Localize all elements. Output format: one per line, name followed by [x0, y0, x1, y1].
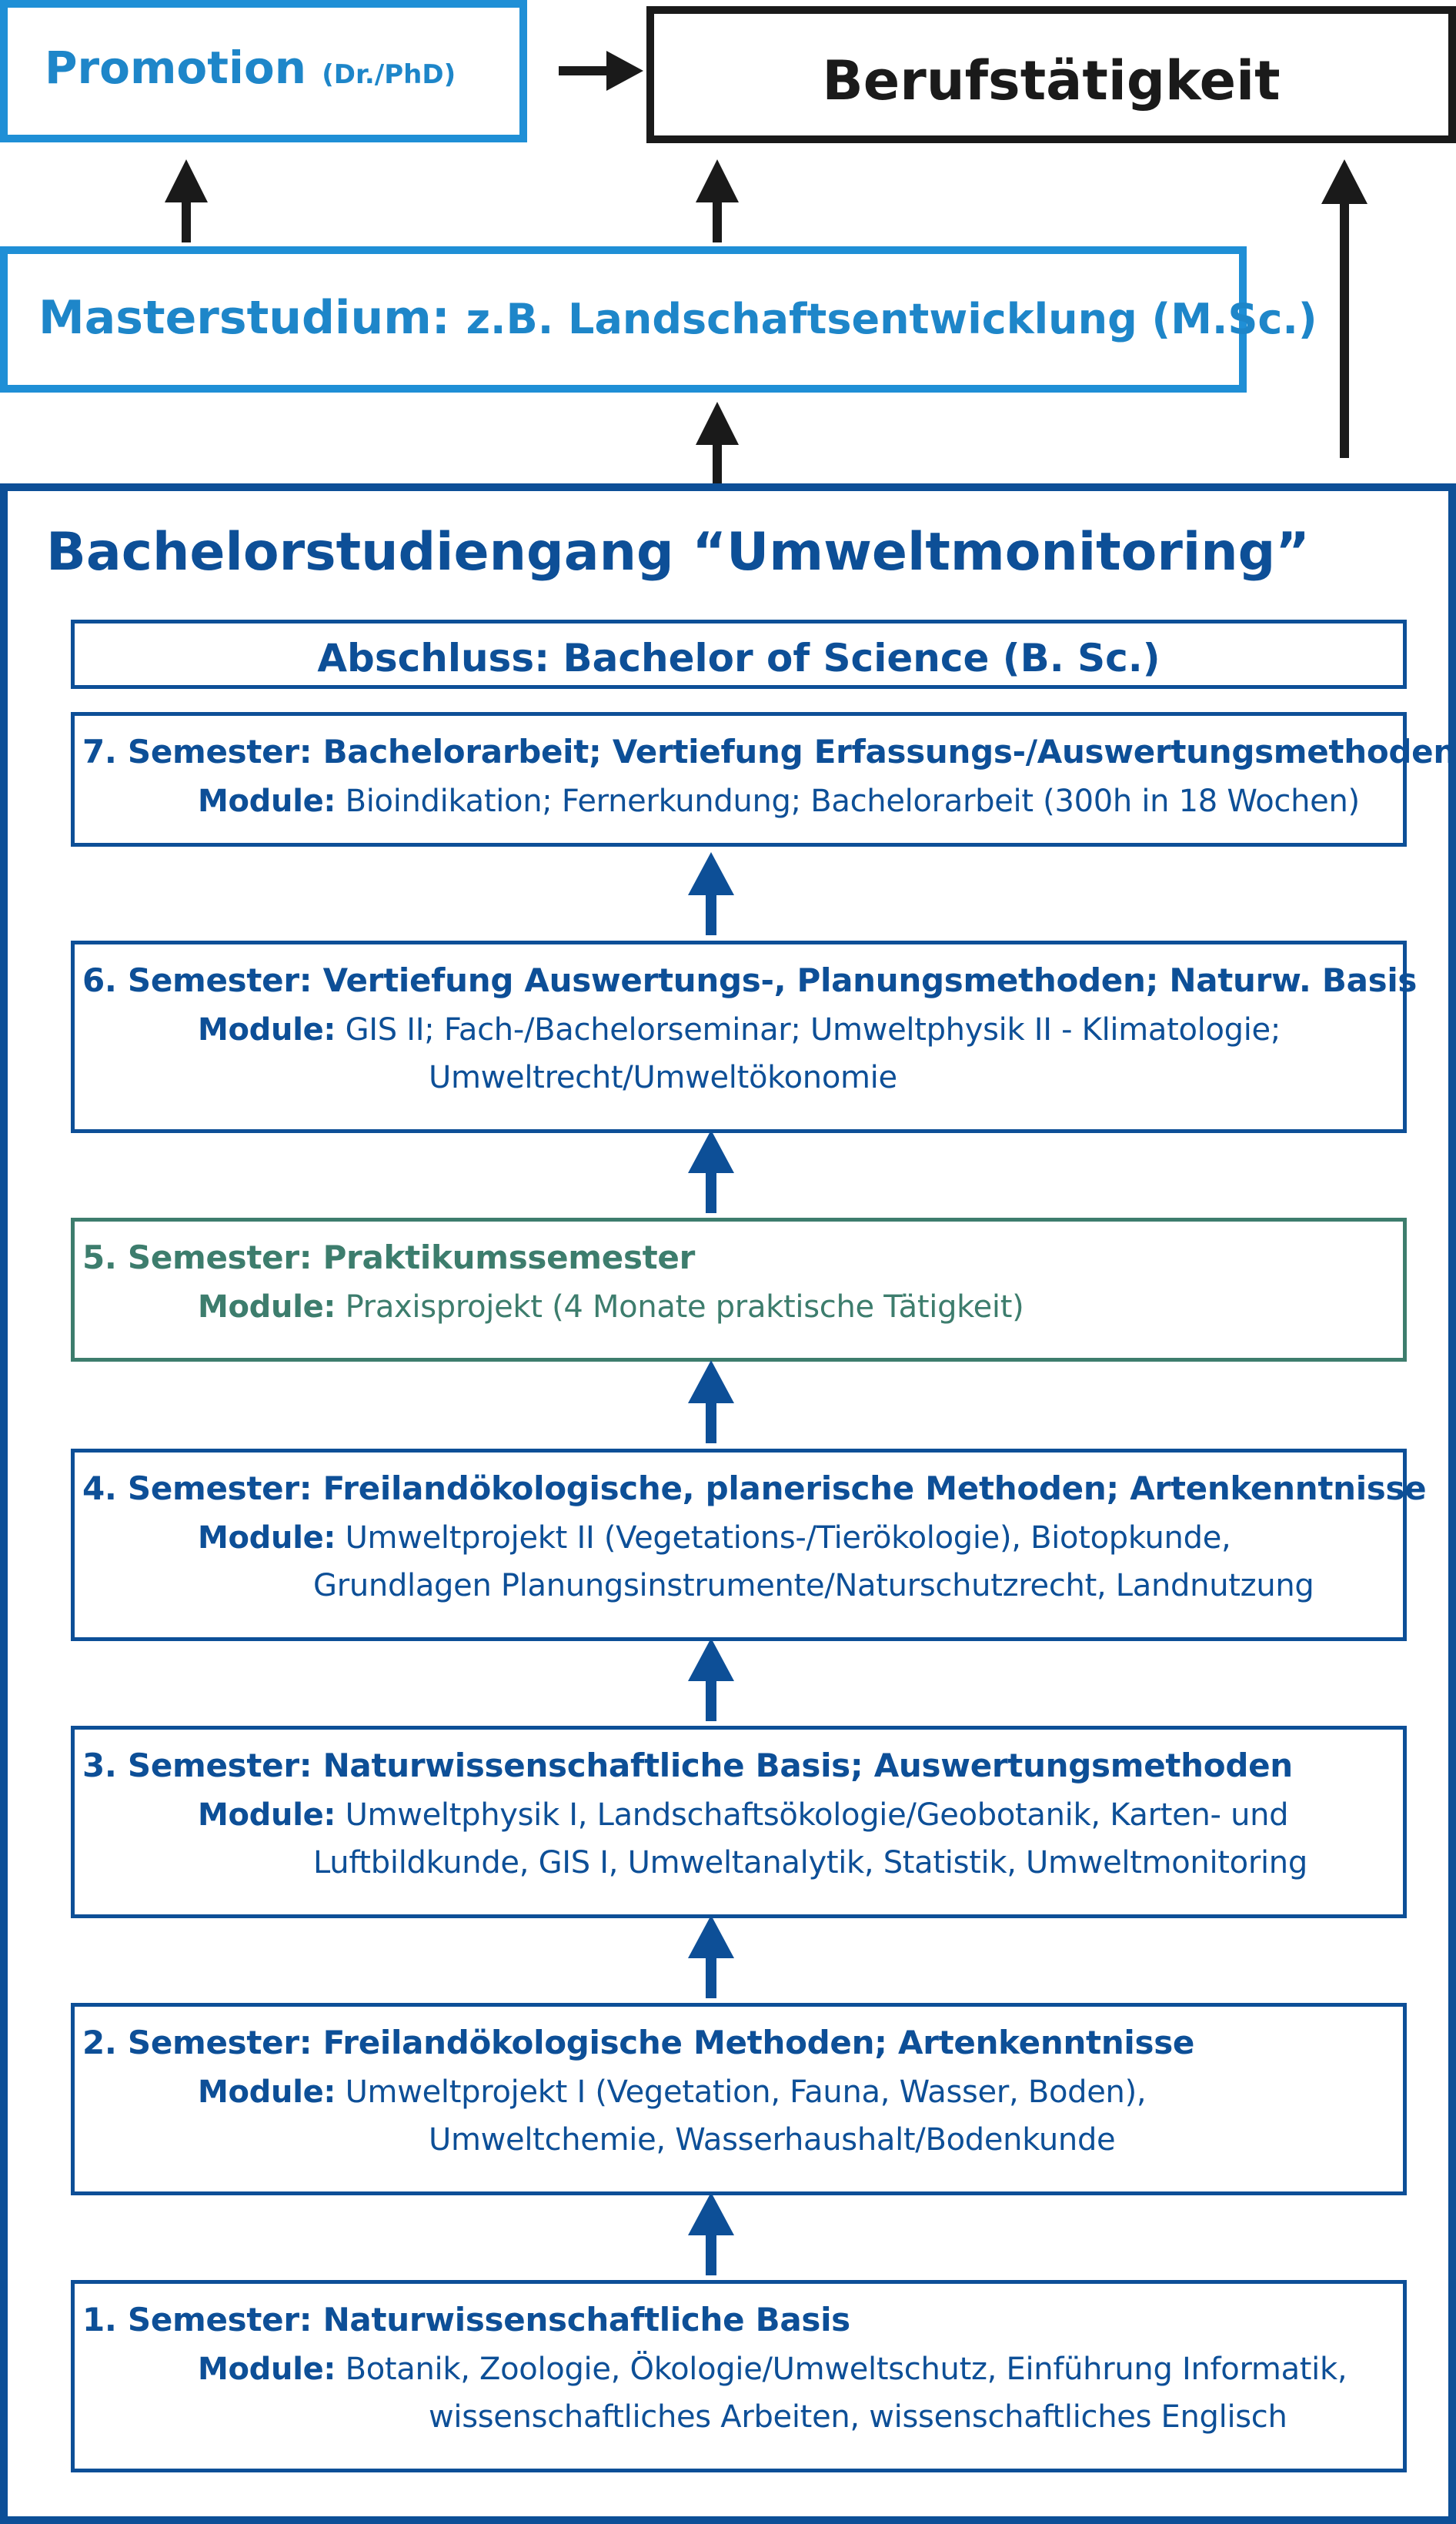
module-list: GIS II; Fach-/Bachelorseminar; Umweltphysik II - Klimatologie;: [345, 1012, 1281, 1048]
arrow-up-icon: [686, 1914, 736, 2000]
semester-title: 4. Semester: Freilandökologische, planerische Methoden; Artenkenntnisse: [82, 1469, 1427, 1507]
semester-2-box: [71, 2003, 1407, 2195]
career-box: [646, 6, 1456, 143]
semester-modules-line1: [198, 1012, 1281, 1048]
semester-title: 3. Semester: Naturwissenschaftliche Basis; Auswertungsmethoden: [82, 1747, 1293, 1784]
module-label: Module:: [198, 784, 336, 819]
semester-modules-line1: [198, 1520, 1231, 1556]
semester-modules-line1: [198, 1797, 1288, 1833]
degree-text: Abschluss: Bachelor of Science (B. Sc.): [317, 636, 1160, 680]
arrow-right-icon: [556, 48, 648, 94]
module-label: Module:: [198, 1012, 336, 1048]
semester-6-box: [71, 941, 1418, 1133]
semester-5-box: [71, 1218, 1407, 1362]
semester-title: 7. Semester: Bachelorarbeit; Vertiefung Erfassungs-/Auswertungsmethoden: [82, 733, 1456, 771]
module-list: Umweltprojekt I (Vegetation, Fauna, Wasser, Boden),: [345, 2074, 1147, 2110]
promotion-box: [0, 0, 527, 142]
arrow-up-long-icon: [1320, 158, 1369, 458]
semester-modules-line2: Luftbildkunde, GIS I, Umweltanalytik, Statistik, Umweltmonitoring: [313, 1845, 1307, 1880]
arrow-up-icon: [686, 1359, 736, 1445]
arrow-up-icon: [694, 158, 740, 244]
semester-3-box: [71, 1726, 1407, 1918]
semester-1-box: [71, 2280, 1407, 2472]
semester-modules-line1: [198, 784, 1360, 819]
semester-modules-line2: Grundlagen Planungsinstrumente/Naturschutzrecht, Landnutzung: [313, 1568, 1314, 1603]
master-subtitle: z.B. Landschaftsentwicklung (M.Sc.): [466, 295, 1317, 343]
module-label: Module:: [198, 2352, 336, 2387]
master-label: Masterstudium:: [38, 291, 450, 345]
master-title: [38, 291, 1317, 345]
module-list: Umweltphysik I, Landschaftsökologie/Geobotanik, Karten- und: [345, 1797, 1289, 1833]
arrow-up-icon: [694, 400, 740, 486]
promotion-title: [45, 42, 456, 94]
module-list: Praxisprojekt (4 Monate praktische Tätigkeit): [345, 1289, 1024, 1325]
arrow-up-icon: [686, 851, 736, 937]
module-label: Module:: [198, 1289, 336, 1325]
bachelor-title: Bachelorstudiengang “Umweltmonitoring”: [46, 522, 1310, 583]
module-label: Module:: [198, 1520, 336, 1556]
semester-modules-line2: Umweltchemie, Wasserhaushalt/Bodenkunde: [429, 2122, 1116, 2158]
semester-title: 5. Semester: Praktikumssemester: [82, 1239, 696, 1276]
module-label: Module:: [198, 1797, 336, 1833]
arrow-up-icon: [163, 158, 209, 244]
semester-7-box: [71, 712, 1456, 847]
degree-box: [71, 620, 1407, 689]
module-list: Bioindikation; Fernerkundung; Bachelorarbeit (300h in 18 Wochen): [345, 784, 1360, 819]
promotion-subtitle: (Dr./PhD): [322, 59, 456, 90]
module-list: Botanik, Zoologie, Ökologie/Umweltschutz, Einführung Informatik,: [345, 2352, 1347, 2387]
arrow-up-icon: [686, 1128, 736, 1215]
semester-modules-line2: Umweltrecht/Umweltökonomie: [429, 1060, 897, 1095]
career-title: Berufstätigkeit: [822, 49, 1281, 112]
promotion-label: Promotion: [45, 42, 306, 94]
semester-modules-line2: wissenschaftliches Arbeiten, wissenschaftliches Englisch: [429, 2399, 1287, 2435]
semester-modules-line1: [198, 2352, 1347, 2387]
module-label: Module:: [198, 2074, 336, 2110]
arrow-up-icon: [686, 1636, 736, 1723]
semester-title: 2. Semester: Freilandökologische Methoden; Artenkenntnisse: [82, 2024, 1195, 2061]
master-box: [0, 246, 1317, 393]
semester-title: 1. Semester: Naturwissenschaftliche Basis: [82, 2301, 850, 2338]
semester-modules-line1: [198, 1289, 1024, 1325]
arrow-up-icon: [686, 2191, 736, 2277]
semester-modules-line1: [198, 2074, 1146, 2110]
semester-4-box: [71, 1449, 1427, 1641]
module-list: Umweltprojekt II (Vegetations-/Tierökologie), Biotopkunde,: [345, 1520, 1231, 1556]
semester-title: 6. Semester: Vertiefung Auswertungs-, Planungsmethoden; Naturw. Basis: [82, 961, 1418, 999]
